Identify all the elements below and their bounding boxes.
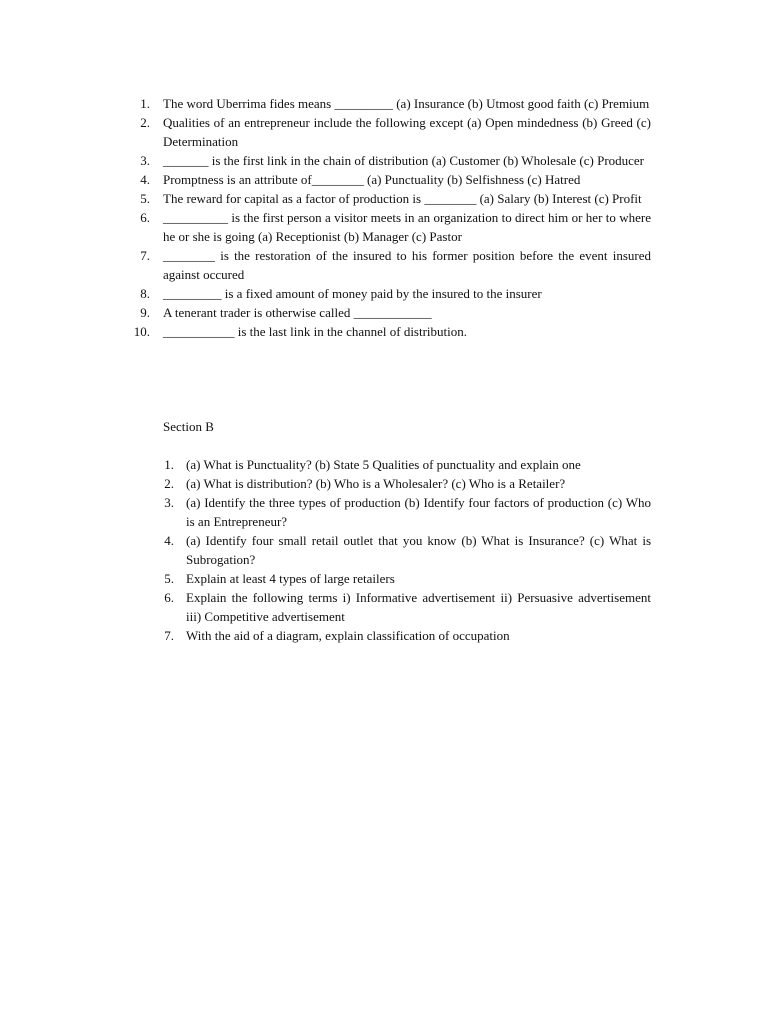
question-text: _________ is a fixed amount of money paid by the insured to the insurer <box>163 286 542 301</box>
question-number: 5. <box>140 191 150 206</box>
question-text: (a) Identify the three types of production (b) Identify four factors of production (c) Who is an Entrepreneur? <box>186 495 651 529</box>
question-item <box>0 246 651 284</box>
question-number: 2. <box>140 115 150 130</box>
question-text: Promptness is an attribute of________ (a) Punctuality (b) Selfishness (c) Hatred <box>163 172 581 187</box>
question-text: ________ is the restoration of the insured to his former position before the event insured against occured <box>163 248 651 282</box>
question-item <box>0 303 651 322</box>
question-text: _______ is the first link in the chain of distribution (a) Customer (b) Wholesale (c) Producer <box>163 153 645 168</box>
question-text: With the aid of a diagram, explain classification of occupation <box>186 628 510 643</box>
question-text: Explain the following terms i) Informative advertisement ii) Persuasive advertisement iii) Competitive advertisement <box>186 590 651 624</box>
question-item <box>0 94 651 113</box>
question-text: The reward for capital as a factor of production is ________ (a) Salary (b) Interest (c) Profit <box>163 191 642 206</box>
question-number: 3. <box>164 495 174 510</box>
question-number: 7. <box>140 248 150 263</box>
question-item <box>0 151 651 170</box>
question-number: 2. <box>164 476 174 491</box>
question-number: 9. <box>140 305 150 320</box>
question-number: 1. <box>164 457 174 472</box>
question-item <box>0 626 651 645</box>
question-item <box>0 208 651 246</box>
question-text: (a) What is Punctuality? (b) State 5 Qualities of punctuality and explain one <box>186 457 581 472</box>
question-item <box>0 284 651 303</box>
section-b-heading: Section B <box>163 419 214 434</box>
question-text: Explain at least 4 types of large retailers <box>186 571 395 586</box>
question-number: 6. <box>140 210 150 225</box>
question-item <box>0 569 651 588</box>
question-number: 4. <box>140 172 150 187</box>
question-item <box>0 588 651 626</box>
question-item <box>0 493 651 531</box>
question-number: 5. <box>164 571 174 586</box>
question-item <box>0 474 651 493</box>
section-b-question-list <box>0 455 651 645</box>
question-text: (a) Identify four small retail outlet that you know (b) What is Insurance? (c) What is Subrogation? <box>186 533 651 567</box>
question-item <box>0 531 651 569</box>
question-item <box>0 189 651 208</box>
question-number: 6. <box>164 590 174 605</box>
question-text: A tenerant trader is otherwise called ____________ <box>163 305 432 320</box>
question-item <box>0 322 651 341</box>
question-number: 7. <box>164 628 174 643</box>
question-number: 1. <box>140 96 150 111</box>
question-item <box>0 455 651 474</box>
question-number: 8. <box>140 286 150 301</box>
question-number: 10. <box>133 324 150 339</box>
question-text: __________ is the first person a visitor meets in an organization to direct him or her to where he or she is going (a) Receptionist (b) Manager (c) Pastor <box>163 210 651 244</box>
question-text: (a) What is distribution? (b) Who is a Wholesaler? (c) Who is a Retailer? <box>186 476 566 491</box>
question-item <box>0 170 651 189</box>
section-a-question-list <box>0 94 651 341</box>
question-text: ___________ is the last link in the channel of distribution. <box>163 324 468 339</box>
question-text: The word Uberrima fides means _________ (a) Insurance (b) Utmost good faith (c) Premium <box>163 96 650 111</box>
question-number: 3. <box>140 153 150 168</box>
question-text: Qualities of an entrepreneur include the following except (a) Open mindedness (b) Greed (c) Determination <box>163 115 651 149</box>
question-item <box>0 113 651 151</box>
question-number: 4. <box>164 533 174 548</box>
